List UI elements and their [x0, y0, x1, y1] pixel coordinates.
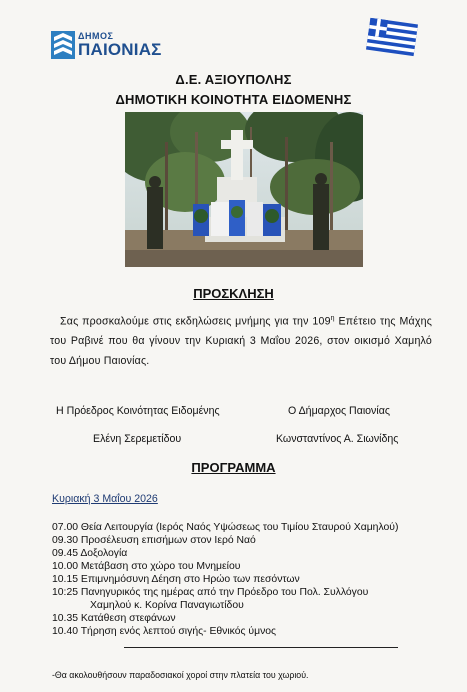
schedule-item: 10:25 Πανηγυρικός της ημέρας από την Πρόεδρο του Πολ. Συλλόγου — [52, 587, 369, 598]
president-name: Ελένη Σερεμετίδου — [93, 433, 182, 445]
municipality-logo — [51, 29, 162, 61]
schedule-item: 10.35 Κατάθεση στεφάνων — [52, 613, 176, 624]
invitation-heading: ΠΡΟΣΚΛΗΣΗ — [193, 286, 274, 301]
program-heading: ΠΡΟΓΡΑΜΜΑ — [191, 460, 276, 475]
schedule-item: 09.45 Δοξολογία — [52, 548, 128, 559]
schedule-item: 10.15 Επιμνημόσυνη Δέηση στο Ηρώο των πεσόντων — [52, 574, 300, 585]
memorial-photo — [125, 112, 363, 267]
mayor-title: Ο Δήμαρχος Παιονίας — [288, 405, 390, 417]
invitation-text-part2: Επέτειο της Μάχης του Ραβινέ που θα γίνουν την Κυριακή 3 Μαΐου 2026, στον οικισμό Χαμηλό του Δήμου Παιονίας. — [50, 315, 433, 367]
invitation-text — [50, 309, 432, 371]
president-title: Η Πρόεδρος Κοινότητας Ειδομένης — [56, 405, 220, 417]
community-title: ΔΗΜΟΤΙΚΗ ΚΟΙΝΟΤΗΤΑ ΕΙΔΟΜΕΝΗΣ — [115, 92, 352, 107]
schedule-item: 10.00 Μετάβαση στο χώρο του Μνημείου — [52, 561, 241, 572]
schedule-item: 10.40 Τήρηση ενός λεπτού σιγής- Εθνικός ύμνος — [52, 626, 277, 637]
program-schedule — [52, 521, 452, 638]
greek-flag-icon — [366, 17, 418, 57]
logo-big-text: ΠΑΙΟΝΙΑΣ — [78, 40, 162, 59]
divider — [124, 647, 398, 648]
mayor-name: Κωνσταντίνος Α. Σιωνίδης — [276, 433, 399, 445]
district-title: Δ.Ε. ΑΞΙΟΥΠΟΛΗΣ — [175, 72, 292, 87]
schedule-item-continued: Χαμηλού κ. Κορίνα Παναγιωτίδου — [90, 600, 244, 611]
footnote: -Θα ακολουθήσουν παραδοσιακοί χοροί στην πλατεία του χωριού. — [52, 670, 309, 680]
ordinal-suffix: η — [330, 315, 335, 322]
logo-emblem-icon — [51, 31, 75, 59]
logo-small-text: ΔΗΜΟΣ — [78, 31, 114, 41]
invitation-text-part1: Σας προσκαλούμε στις εκδηλώσεις μνήμης για την 109 — [60, 315, 331, 328]
schedule-item: 09.30 Προσέλευση επισήμων στον Ιερό Ναό — [52, 535, 256, 546]
program-date: Κυριακή 3 Μαΐου 2026 — [52, 493, 158, 505]
schedule-item: 07.00 Θεία Λειτουργία (Ιερός Ναός Υψώσεως του Τιμίου Σταυρού Χαμηλού) — [52, 522, 399, 533]
